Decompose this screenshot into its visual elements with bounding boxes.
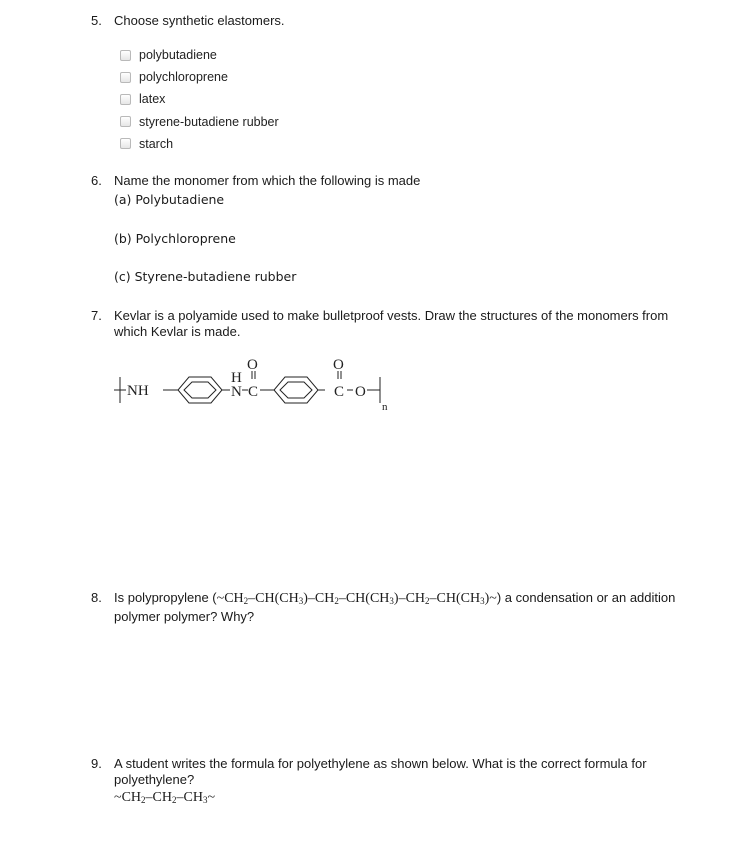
option-label: polychloroprene	[139, 70, 228, 85]
part-c: (c) Styrene-butadiene rubber	[114, 269, 297, 284]
option-label: latex	[139, 92, 166, 107]
question-text: Choose synthetic elastomers.	[114, 13, 285, 28]
h-label: H	[231, 370, 242, 386]
o-label-3: O	[355, 384, 366, 400]
checkbox[interactable]	[120, 116, 131, 127]
checkbox[interactable]	[120, 94, 131, 105]
part-b: (b) Polychloroprene	[114, 231, 236, 246]
question-number: 9.	[91, 756, 102, 771]
option-styrene-butadiene-rubber[interactable]	[120, 111, 279, 133]
option-label: polybutadiene	[139, 48, 217, 63]
question-text: A student writes the formula for polyethylene as shown below. What is the correct formula for polyethylene?	[114, 756, 647, 787]
text-before: Is polypropylene (	[114, 590, 217, 605]
c-label-1: C	[248, 384, 259, 400]
option-starch[interactable]	[120, 133, 279, 155]
checkbox[interactable]	[120, 50, 131, 61]
o-label-2: O	[333, 357, 344, 373]
nh-label: NH	[127, 383, 149, 399]
checkbox[interactable]	[120, 72, 131, 83]
option-polychloroprene[interactable]	[120, 66, 279, 88]
n-label: N	[231, 384, 242, 400]
o-label-1: O	[247, 357, 258, 373]
question-number: 7.	[91, 308, 102, 323]
polyethylene-formula: $\sim CH_2-CH_2-CH_3\sim$	[114, 790, 216, 805]
option-latex[interactable]	[120, 88, 279, 110]
question-number: 8.	[91, 590, 102, 605]
question-number: 6.	[91, 173, 102, 188]
kevlar-structure	[110, 355, 410, 420]
checkbox[interactable]	[120, 138, 131, 149]
c-label-2: C	[334, 384, 345, 400]
question-text: Name the monomer from which the following is made	[114, 173, 421, 188]
part-a: (a) Polybutadiene	[114, 192, 225, 207]
question-text: Kevlar is a polyamide used to make bulletproof vests. Draw the structures of the monomers from which Kevlar is made.	[114, 308, 669, 339]
question-text	[114, 590, 694, 625]
polypropylene-formula: $\sim CH_2-CH(CH_3)-CH_2-CH(CH_3)-CH_2-CH(CH_3)\sim$	[216, 591, 497, 606]
option-polybutadiene[interactable]	[120, 44, 279, 66]
subscript-n: n	[382, 401, 388, 413]
option-label: styrene-butadiene rubber	[139, 114, 279, 129]
text-after: ) a condensation or an addition polymer polymer? Why?	[114, 590, 676, 624]
option-label: starch	[139, 136, 174, 151]
options-list	[120, 44, 279, 155]
question-number: 5.	[91, 13, 102, 28]
